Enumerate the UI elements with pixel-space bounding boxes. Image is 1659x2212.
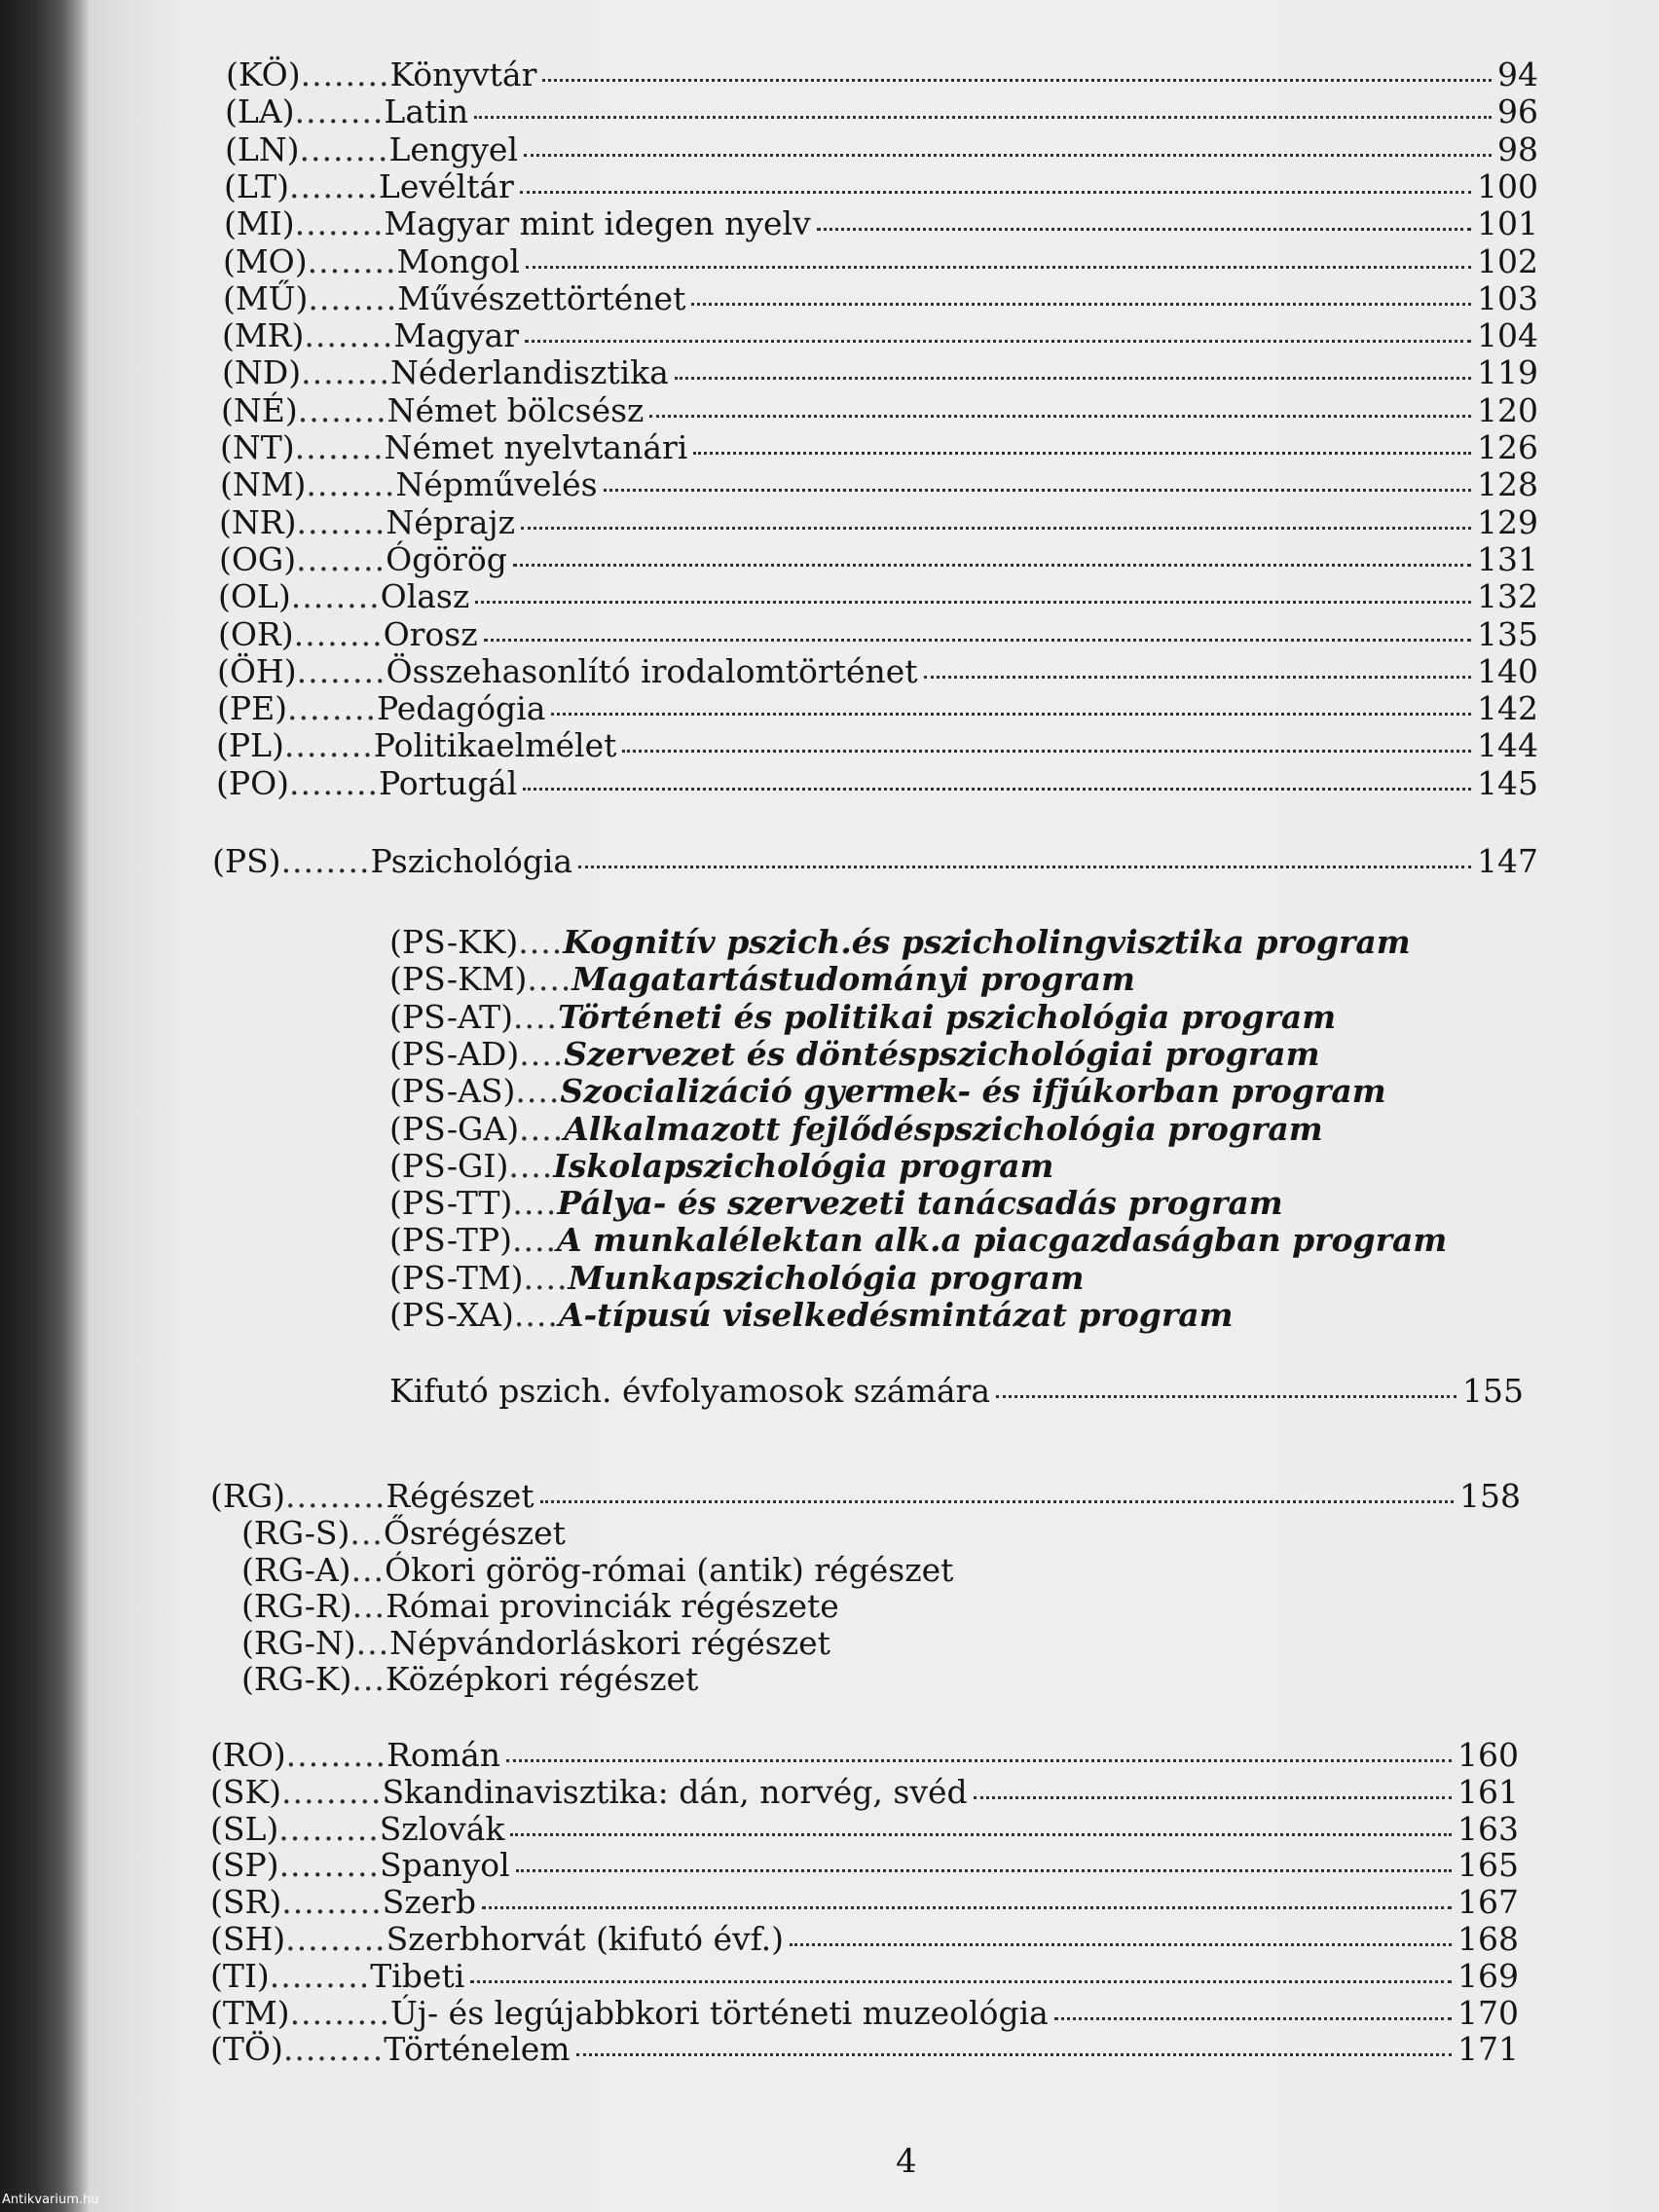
toc-entry	[224, 168, 1538, 205]
entry-title: Ősrégészet	[383, 1514, 566, 1552]
entry-title: Történeti és politikai pszichológia program	[557, 997, 1337, 1036]
entry-code: (ND)	[222, 353, 302, 392]
entry-title: Könyvtár	[389, 55, 537, 93]
toc-subentry-program	[389, 1073, 1386, 1110]
entry-title: Levéltár	[378, 166, 514, 205]
entry-code: (PL)	[216, 726, 284, 765]
entry-page: 161	[1457, 1772, 1519, 1811]
entry-code: (PS-TP)	[389, 1221, 512, 1260]
entry-code: (RG-R)	[241, 1587, 352, 1625]
toc-entry	[225, 131, 1538, 168]
toc-entry-psychology	[212, 843, 1538, 880]
entry-title: Német bölcsész	[387, 390, 645, 429]
leader-dots: ........	[307, 241, 397, 280]
entry-title: Régészet	[386, 1477, 535, 1515]
entry-page: 102	[1477, 241, 1538, 280]
dot-leader	[513, 560, 1471, 567]
dot-leader	[510, 1829, 1452, 1836]
entry-page: 147	[1477, 842, 1538, 880]
entry-page: 98	[1497, 129, 1538, 168]
leader-dots: .........	[285, 1920, 387, 1958]
leader-dots: ........	[306, 465, 396, 504]
entry-code: (PE)	[217, 689, 288, 728]
entry-title: Szerbhorvát (kifutó évf.)	[386, 1920, 785, 1958]
leader-dots: ........	[296, 651, 387, 690]
entry-code: (OL)	[218, 577, 291, 616]
toc-entry	[222, 354, 1538, 391]
leader-dots: ........	[283, 726, 374, 765]
entry-page: 126	[1477, 428, 1538, 466]
toc-entry	[210, 1884, 1519, 1921]
entry-title: Kifutó pszich. évfolyamosok számára	[389, 1372, 990, 1410]
leader-dots: ........	[294, 92, 385, 131]
entry-title: Magyar	[393, 316, 519, 355]
entry-page: 167	[1457, 1883, 1519, 1922]
dot-leader	[540, 1496, 1454, 1503]
toc-entry	[218, 578, 1538, 615]
dot-leader	[1054, 2013, 1452, 2020]
toc-entry	[210, 1958, 1519, 1995]
leader-dots: ....	[512, 997, 558, 1036]
toc-entry	[210, 1811, 1519, 1848]
dot-leader	[924, 672, 1471, 679]
toc-entry	[210, 1847, 1519, 1884]
leader-dots: .........	[281, 1883, 383, 1922]
entry-code: (PS-GA)	[389, 1109, 520, 1148]
toc-entry	[220, 466, 1538, 503]
entry-code: (SH)	[210, 1920, 286, 1958]
leader-dots: ........	[280, 842, 371, 880]
entry-title: Pszichológia	[370, 842, 573, 880]
entry-page: 145	[1477, 763, 1538, 802]
entry-title: Spanyol	[379, 1846, 510, 1885]
entry-code: (RG-A)	[241, 1550, 351, 1589]
entry-code: (SP)	[210, 1846, 279, 1885]
entry-page: 120	[1477, 390, 1538, 429]
leader-dots: ...	[350, 1514, 384, 1552]
dot-leader	[516, 1865, 1452, 1872]
leader-dots: ....	[508, 1146, 554, 1185]
leader-dots: ...	[351, 1660, 386, 1698]
toc-subentry-program	[389, 1185, 1283, 1222]
toc-entry	[218, 616, 1538, 653]
toc-entry	[219, 504, 1538, 541]
entry-title: Német nyelvtanári	[384, 428, 688, 466]
toc-entry	[224, 205, 1538, 242]
toc-entry	[210, 1737, 1519, 1774]
toc-entry-psychology-legacy	[389, 1373, 1524, 1410]
toc-entry	[226, 56, 1538, 93]
dot-leader	[974, 1792, 1452, 1799]
toc-subentry-program	[389, 1297, 1234, 1334]
dot-leader	[521, 523, 1471, 530]
entry-title: Szerb	[382, 1883, 477, 1922]
entry-title: Szervezet és döntéspszichológiai program	[564, 1034, 1320, 1073]
entry-code: (PS-KK)	[389, 923, 519, 961]
toc-entry	[217, 653, 1538, 690]
entry-code: (RG-N)	[241, 1623, 356, 1662]
dot-leader	[649, 411, 1471, 418]
entry-code: (MO)	[223, 241, 308, 280]
entry-title: Középkori régészet	[385, 1660, 699, 1698]
dot-leader	[693, 448, 1471, 455]
entry-page: 171	[1457, 2030, 1519, 2069]
leader-dots: ........	[290, 577, 381, 616]
entry-code: (NR)	[219, 502, 297, 541]
entry-code: (MŰ)	[223, 278, 309, 317]
leader-dots: ........	[287, 689, 377, 728]
leader-dots: .........	[278, 1809, 380, 1848]
entry-title: Kognitív pszich.és pszicholingvisztika program	[563, 923, 1411, 961]
toc-subentry-archaeology	[241, 1515, 566, 1552]
entry-title: Iskolapszichológia program	[553, 1146, 1054, 1185]
entry-code: (KÖ)	[226, 55, 301, 93]
entry-page: 132	[1477, 577, 1538, 616]
entry-page: 144	[1477, 726, 1538, 765]
entry-title: Pedagógia	[376, 689, 546, 728]
entry-title: Szlovák	[379, 1809, 505, 1848]
entry-title: Román	[387, 1736, 501, 1774]
leader-dots: ........	[308, 278, 398, 317]
watermark: Antikvarium.hu	[2, 2193, 99, 2207]
dot-leader	[470, 1976, 1452, 1983]
toc-entry	[225, 93, 1538, 130]
entry-title: Népművelés	[395, 465, 598, 504]
entry-title: Összehasonlító irodalomtörténet	[386, 651, 918, 690]
leader-dots: .........	[289, 1993, 390, 2032]
entry-code: (TÖ)	[210, 2030, 283, 2069]
leader-dots: .........	[285, 1736, 387, 1774]
leader-dots: ........	[293, 614, 384, 653]
toc-entry	[221, 392, 1538, 429]
entry-page: 119	[1477, 353, 1538, 392]
leader-dots: ........	[296, 502, 387, 541]
entry-code: (MI)	[224, 204, 295, 243]
entry-title: Tibeti	[370, 1956, 465, 1995]
leader-dots: .........	[281, 1772, 383, 1811]
entry-title: Néderlandisztika	[390, 353, 669, 392]
dot-leader	[484, 635, 1471, 642]
entry-title: Pálya- és szervezeti tanácsadás program	[557, 1184, 1283, 1223]
leader-dots: ....	[523, 1258, 569, 1297]
entry-code: (OR)	[218, 614, 294, 653]
dot-leader	[482, 1902, 1452, 1909]
leader-dots: ...	[355, 1623, 390, 1662]
entry-page: 128	[1477, 465, 1538, 504]
entry-code: (TM)	[210, 1993, 290, 2032]
toc-entry	[210, 2031, 1519, 2068]
entry-title: Római provinciák régészete	[386, 1587, 839, 1625]
entry-page: 170	[1457, 1993, 1519, 2032]
entry-page: 131	[1477, 539, 1538, 578]
page-number: 4	[896, 2142, 917, 2181]
leader-dots: ........	[304, 316, 394, 355]
entry-page: 129	[1477, 502, 1538, 541]
entry-code: (PS-GI)	[389, 1146, 509, 1185]
dot-leader	[675, 373, 1471, 380]
leader-dots: ....	[527, 960, 572, 999]
toc-subentry-program	[389, 924, 1411, 961]
leader-dots: .........	[282, 2030, 385, 2069]
toc-entry	[217, 690, 1538, 727]
toc-subentry-archaeology	[241, 1588, 839, 1625]
toc-entry	[216, 727, 1538, 764]
leader-dots: ........	[294, 204, 385, 243]
leader-dots: ....	[518, 923, 564, 961]
entry-code: (RG-K)	[241, 1660, 352, 1698]
leader-dots: ........	[288, 166, 379, 205]
entry-code: (PS-KM)	[389, 960, 528, 999]
leader-dots: ........	[297, 390, 387, 429]
entry-code: (PS-TM)	[389, 1258, 524, 1297]
entry-page: 168	[1457, 1920, 1519, 1958]
entry-title: Mongol	[396, 241, 520, 280]
dot-leader	[551, 709, 1471, 716]
entry-code: (PS-AT)	[389, 997, 513, 1036]
dot-leader	[691, 299, 1471, 306]
entry-code: (PS-TT)	[389, 1184, 513, 1223]
dot-leader	[542, 75, 1492, 82]
entry-title: Munkapszichológia program	[568, 1258, 1085, 1297]
entry-title: Népvándorláskori régészet	[389, 1623, 830, 1662]
entry-code: (PS-XA)	[389, 1296, 514, 1334]
entry-code: (PO)	[216, 763, 290, 802]
entry-page: 142	[1477, 689, 1538, 728]
toc-subentry-archaeology	[241, 1552, 953, 1589]
toc-subentry-program	[389, 1111, 1323, 1148]
toc-subentry-program	[389, 1222, 1447, 1259]
dot-leader	[474, 112, 1492, 119]
dot-leader	[578, 862, 1471, 868]
toc-entry	[223, 243, 1538, 280]
entry-title: Skandinavisztika: dán, norvég, svéd	[382, 1772, 968, 1811]
leader-dots: ...	[350, 1550, 386, 1589]
leader-dots: ........	[296, 539, 387, 578]
dot-leader	[475, 597, 1471, 604]
leader-dots: ....	[519, 1034, 565, 1073]
entry-code: (PS-AS)	[389, 1072, 516, 1111]
entry-title: Magyar mint idegen nyelv	[384, 204, 811, 243]
entry-code: (NT)	[220, 428, 295, 466]
entry-title: Portugál	[378, 763, 518, 802]
toc-entry-archaeology	[210, 1478, 1521, 1515]
entry-code: (ÖH)	[217, 651, 297, 690]
entry-code: (SR)	[210, 1883, 282, 1922]
toc-subentry-program	[389, 1036, 1320, 1073]
entry-code: (RG-S)	[241, 1514, 350, 1552]
toc-entry	[220, 429, 1538, 466]
dot-leader	[526, 262, 1471, 269]
leader-dots: ....	[512, 1184, 558, 1223]
entry-page: 96	[1497, 92, 1538, 131]
toc-subentry-program	[389, 961, 1135, 998]
entry-page: 169	[1457, 1956, 1519, 1995]
dot-leader	[523, 784, 1471, 791]
entry-page: 94	[1497, 55, 1538, 93]
toc-subentry-program	[389, 1148, 1053, 1185]
entry-code: (SL)	[210, 1809, 279, 1848]
leader-dots: ........	[301, 353, 391, 392]
dot-leader	[790, 1939, 1452, 1946]
entry-page: 155	[1462, 1372, 1524, 1410]
entry-title: Szocializáció gyermek- és ifjúkorban program	[560, 1072, 1386, 1111]
entry-title: Orosz	[383, 614, 478, 653]
entry-code: (OG)	[219, 539, 297, 578]
toc-subentry-archaeology	[241, 1625, 830, 1662]
entry-title: Latin	[384, 92, 469, 131]
leader-dots: ....	[511, 1221, 557, 1260]
entry-title: Ókori görög-római (antik) régészet	[385, 1550, 954, 1589]
entry-code: (RO)	[210, 1736, 286, 1774]
entry-code: (PS)	[212, 842, 281, 880]
dot-leader	[817, 224, 1471, 231]
leader-dots: ........	[300, 55, 390, 93]
leader-dots: ........	[289, 763, 379, 802]
leader-dots: ...	[351, 1587, 387, 1625]
entry-page: 163	[1457, 1809, 1519, 1848]
entry-title: A-típusú viselkedésmintázat program	[558, 1296, 1234, 1334]
entry-title: Magatartástudományi program	[571, 960, 1135, 999]
toc-subentry-archaeology	[241, 1661, 698, 1698]
entry-page: 158	[1459, 1477, 1521, 1515]
entry-code: (PS-AD)	[389, 1034, 520, 1073]
entry-code: (RG)	[210, 1477, 285, 1515]
entry-title: Ógörög	[386, 539, 507, 578]
entry-page: 103	[1477, 278, 1538, 317]
toc-entry	[216, 765, 1538, 802]
dot-leader	[524, 150, 1492, 157]
entry-title: Olasz	[380, 577, 470, 616]
entry-title: Alkalmazott fejlődéspszichológia program	[564, 1109, 1323, 1148]
entry-page: 160	[1457, 1736, 1519, 1774]
entry-code: (MR)	[222, 316, 305, 355]
leader-dots: .........	[269, 1956, 371, 1995]
leader-dots: ....	[519, 1109, 565, 1148]
entry-page: 135	[1477, 614, 1538, 653]
entry-title: Művészettörténet	[397, 278, 686, 317]
entry-title: Néprajz	[386, 502, 516, 541]
dot-leader	[576, 2049, 1452, 2056]
dot-leader	[996, 1391, 1456, 1398]
entry-code: (LT)	[224, 166, 289, 205]
entry-title: Történelem	[384, 2030, 571, 2069]
dot-leader	[520, 187, 1471, 194]
leader-dots: ....	[515, 1072, 561, 1111]
toc-subentry-program	[389, 1260, 1085, 1297]
dot-leader	[622, 746, 1471, 753]
entry-title: Politikaelmélet	[373, 726, 617, 765]
toc-subentry-program	[389, 999, 1336, 1036]
entry-page: 165	[1457, 1846, 1519, 1885]
entry-code: (NÉ)	[221, 390, 298, 429]
entry-title: Lengyel	[388, 129, 519, 168]
leader-dots: ........	[294, 428, 385, 466]
dot-leader	[604, 485, 1471, 492]
leader-dots: .........	[278, 1846, 380, 1885]
toc-entry	[223, 280, 1538, 317]
entry-page: 104	[1477, 316, 1538, 355]
toc-entry	[219, 541, 1538, 578]
dot-leader	[506, 1755, 1452, 1762]
entry-page: 101	[1477, 204, 1538, 243]
book-spine-shadow	[0, 0, 90, 2212]
toc-entry	[210, 1995, 1519, 2032]
entry-title: A munkalélektan alk.a piacgazdaságban program	[556, 1221, 1448, 1260]
leader-dots: ....	[513, 1296, 559, 1334]
entry-page: 140	[1477, 651, 1538, 690]
entry-page: 100	[1477, 166, 1538, 205]
toc-entry	[222, 317, 1538, 354]
toc-entry	[210, 1774, 1519, 1811]
leader-dots: ........	[299, 129, 389, 168]
entry-code: (LN)	[225, 129, 300, 168]
toc-entry	[210, 1921, 1519, 1958]
dot-leader	[525, 336, 1471, 343]
entry-title: Új- és legújabbkori történeti muzeológia	[389, 1993, 1049, 2032]
entry-code: (LA)	[225, 92, 295, 131]
entry-code: (TI)	[210, 1956, 270, 1995]
leader-dots: .........	[284, 1477, 387, 1515]
entry-code: (NM)	[220, 465, 307, 504]
entry-code: (SK)	[210, 1772, 282, 1811]
